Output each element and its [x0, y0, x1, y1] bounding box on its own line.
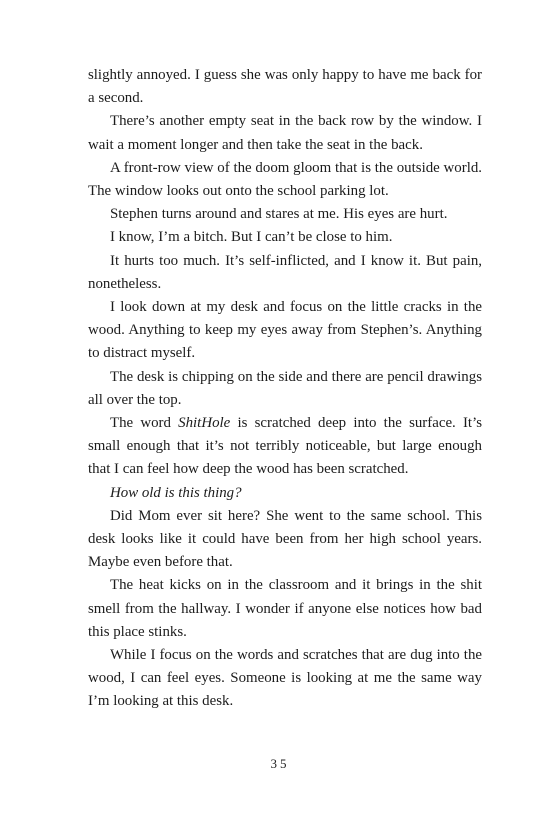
paragraph: I know, I’m a bitch. But I can’t be close to him. — [110, 229, 393, 246]
paragraph: There’s another empty seat in the back row by the window. I wait a moment longer and then take the seat in the back. — [88, 113, 482, 153]
italic-word: ShitHole — [178, 415, 231, 432]
paragraph: Did Mom ever sit here? She went to the same school. This desk looks like it could have been from her high school years. Maybe even before that. — [88, 507, 482, 571]
paragraph: Stephen turns around and stares at me. His eyes are hurt. — [110, 206, 448, 223]
paragraph: While I focus on the words and scratches that are dug into the wood, I can feel eyes. Someone is looking at me the same way I’m looking at this desk. — [88, 647, 482, 710]
paragraph: It hurts too much. It’s self-inflicted, and I know it. But pain, nonetheless. — [88, 252, 482, 292]
paragraph: slightly annoyed. I guess she was only happy to have me back for a second. — [88, 67, 482, 107]
paragraph: The heat kicks on in the classroom and it brings in the shit smell from the hallway. I wonder if anyone else notices how bad this place stinks. — [88, 577, 482, 640]
page-number: 35 — [270, 756, 290, 771]
paragraph: The word ShitHole is scratched deep into the surface. It’s small enough that it’s not terribly noticeable, but large enough that I can feel how deep the wood has been scratched. — [88, 415, 482, 478]
paragraph: The desk is chipping on the side and there are pencil drawings all over the top. — [88, 368, 482, 408]
paragraph: I look down at my desk and focus on the little cracks in the wood. Anything to keep my eyes away from Stephen’s. Anything to distract myself. — [88, 299, 482, 362]
paragraph: A front-row view of the doom gloom that is the outside world. The window looks out onto the school parking lot. — [88, 159, 482, 200]
body-text — [88, 64, 482, 714]
italic-thought: How old is this thing? — [110, 484, 242, 501]
